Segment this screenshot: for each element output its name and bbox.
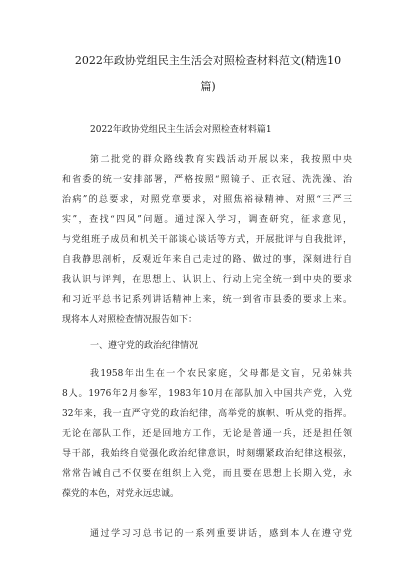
subsection-heading: 一、遵守党的政治纪律情况 <box>90 341 199 351</box>
section-heading: 2022年政协党组民主生活会对照检查材料篇1 <box>90 125 272 135</box>
paragraph-line: 和省委的统一安排部署，严格按照“照镜子、正衣冠、洗洗澡、治 <box>62 175 352 185</box>
paragraph-line: 通过学习习总书记的一系列重要讲话，感到本人在遵守党 <box>90 529 352 539</box>
paragraph-line: 32年来，我一直严守党的政治纪律，高举党的旗帜、听从党的指挥。 <box>62 409 352 419</box>
paragraph-line: 我认识与评判，在思想上、认识上、行动上完全统一到中央的要求 <box>62 275 352 285</box>
paragraph-line: 现将本人对照检查情况报告如下： <box>62 315 198 325</box>
paragraph-line: 实”，查找“四风”问题。通过深入学习，调查研究，征求意见， <box>62 215 352 225</box>
paragraph-line: 8人。1976年2月参军，1983年10月在部队加入中国共产党，入党 <box>62 389 352 399</box>
paragraph-line: 和习近平总书记系列讲话精神上来，统一到省市县委的要求上来。 <box>62 295 352 305</box>
paragraph-line: 常常告诫自己不仅要在组织上入党，而且要在思想上长期入党，永 <box>62 469 352 479</box>
paragraph-line: 第二批党的群众路线教育实践活动开展以来，我按照中央 <box>90 155 352 165</box>
paragraph-line: 我1958年出生在一个农民家庭，父母都是文盲，兄弟妹共 <box>90 369 352 379</box>
paragraph-line: 导干部，我始终自觉强化政治纪律意识，时刻绷紧政治纪律这根弦， <box>62 449 352 459</box>
document-title-line-2: 篇) <box>200 80 216 93</box>
paragraph-line: 与党组班子成员和机关干部谈心谈话等方式，开展批评与自我批评， <box>62 235 352 245</box>
document-title-line-1: 2022年政协党组民主生活会对照检查材料范文(精选10 <box>74 54 342 67</box>
paragraph-line: 葆党的本色，对党永远忠诚。 <box>62 489 180 499</box>
paragraph-line: 自我静思剖析，反观近年来自己走过的路、做过的事，深刻进行自 <box>62 255 352 265</box>
paragraph-line: 无论在部队工作，还是回地方工作，无论是普通一兵，还是担任领 <box>62 429 352 439</box>
paragraph-line: 治病”的总要求，对照党章要求，对照焦裕禄精神、对照“三严三 <box>62 195 352 205</box>
